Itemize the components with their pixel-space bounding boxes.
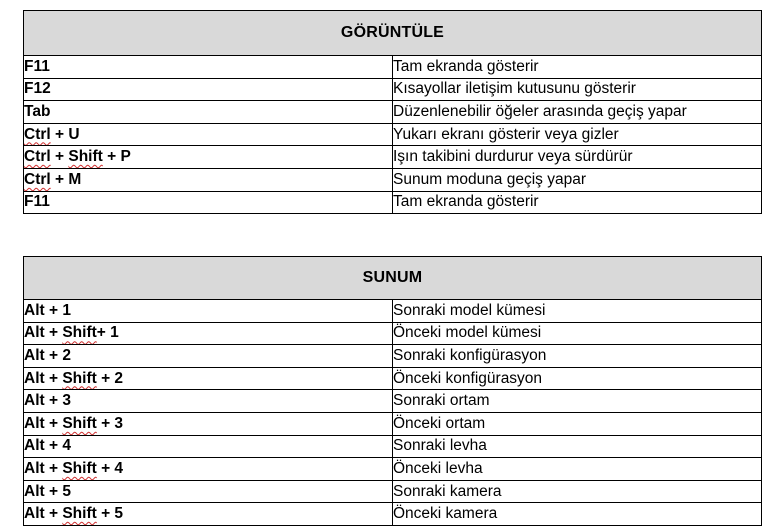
table-row xyxy=(24,168,762,191)
shortcut-key xyxy=(24,412,393,435)
shortcut-description: Sonraki kamera xyxy=(393,480,762,503)
key-part-spellcheck: Shift xyxy=(62,369,97,387)
presentation-shortcuts-table xyxy=(23,256,762,526)
key-part: Alt + xyxy=(24,324,63,342)
view-shortcuts-body xyxy=(24,56,762,214)
key-part: Alt + xyxy=(24,369,63,387)
key-part: + 4 xyxy=(96,459,124,477)
table-row xyxy=(24,503,762,526)
table-row xyxy=(24,480,762,503)
table-row xyxy=(24,101,762,124)
key-part: Alt + 2 xyxy=(24,346,71,364)
shortcut-description: Önceki kamera xyxy=(393,503,762,526)
key-part-spellcheck: Ctrl xyxy=(24,125,51,143)
presentation-shortcuts-body xyxy=(24,300,762,526)
shortcut-key xyxy=(24,390,393,413)
shortcut-key xyxy=(24,300,393,323)
table-row xyxy=(24,191,762,214)
section-title-view: GÖRÜNTÜLE xyxy=(24,11,762,56)
table-row xyxy=(24,458,762,481)
shortcut-description: Yukarı ekranı gösterir veya gizler xyxy=(393,123,762,146)
section-title-presentation: SUNUM xyxy=(24,257,762,300)
shortcut-key xyxy=(24,322,393,345)
shortcut-description: Işın takibini durdurur veya sürdürür xyxy=(393,146,762,169)
key-part: Alt + 4 xyxy=(24,437,71,455)
shortcut-description: Düzenlenebilir öğeler arasında geçiş yapar xyxy=(393,101,762,124)
shortcut-description: Önceki levha xyxy=(393,458,762,481)
shortcut-key xyxy=(24,78,393,101)
key-part: Alt + 5 xyxy=(24,482,71,500)
shortcut-key xyxy=(24,480,393,503)
key-part-spellcheck: Shift xyxy=(62,414,97,432)
key-part: F11 xyxy=(24,193,50,211)
key-part: + 3 xyxy=(96,414,124,432)
shortcut-description: Önceki ortam xyxy=(393,412,762,435)
table-row xyxy=(24,56,762,79)
table-row xyxy=(24,78,762,101)
key-part: Alt + xyxy=(24,459,63,477)
key-part-spellcheck: Ctrl xyxy=(24,170,51,188)
shortcut-key xyxy=(24,101,393,124)
shortcut-description: Önceki konfigürasyon xyxy=(393,367,762,390)
shortcut-description: Kısayollar iletişim kutusunu gösterir xyxy=(393,78,762,101)
key-part: + 1 xyxy=(96,324,119,342)
key-part: Alt + xyxy=(24,414,63,432)
table-row xyxy=(24,123,762,146)
key-part: + xyxy=(50,148,69,166)
shortcut-key xyxy=(24,123,393,146)
key-part-spellcheck: Ctrl xyxy=(24,148,51,166)
shortcut-description: Sonraki model kümesi xyxy=(393,300,762,323)
table-row xyxy=(24,412,762,435)
key-part: + 2 xyxy=(96,369,124,387)
key-part-spellcheck: Shift xyxy=(62,459,97,477)
shortcut-key xyxy=(24,56,393,79)
key-part: + 5 xyxy=(96,505,124,523)
table-row xyxy=(24,367,762,390)
shortcut-description: Sonraki ortam xyxy=(393,390,762,413)
key-part: F12 xyxy=(24,80,51,98)
table-header-row xyxy=(24,257,762,300)
table-row xyxy=(24,300,762,323)
table-row xyxy=(24,322,762,345)
view-shortcuts-table xyxy=(23,10,762,214)
key-part: + U xyxy=(50,125,80,143)
shortcut-description: Önceki model kümesi xyxy=(393,322,762,345)
shortcut-key xyxy=(24,345,393,368)
table-row xyxy=(24,146,762,169)
table-row xyxy=(24,345,762,368)
key-part-spellcheck: Shift xyxy=(62,505,97,523)
key-part-spellcheck: Shift xyxy=(68,148,103,166)
table-row xyxy=(24,390,762,413)
shortcut-key xyxy=(24,435,393,458)
shortcut-key xyxy=(24,191,393,214)
shortcut-key xyxy=(24,146,393,169)
key-part: Alt + 1 xyxy=(24,301,71,319)
key-part: Alt + xyxy=(24,505,63,523)
shortcut-key xyxy=(24,458,393,481)
shortcut-description: Sonraki levha xyxy=(393,435,762,458)
shortcut-description: Tam ekranda gösterir xyxy=(393,191,762,214)
shortcut-key xyxy=(24,168,393,191)
shortcut-description: Sonraki konfigürasyon xyxy=(393,345,762,368)
table-header-row xyxy=(24,11,762,56)
shortcut-key xyxy=(24,367,393,390)
key-part: F11 xyxy=(24,57,50,75)
shortcut-description: Sunum moduna geçiş yapar xyxy=(393,168,762,191)
key-part-spellcheck: Shift xyxy=(62,324,97,342)
shortcut-description: Tam ekranda gösterir xyxy=(393,56,762,79)
shortcut-key xyxy=(24,503,393,526)
key-part: + P xyxy=(102,148,131,166)
key-part: Tab xyxy=(24,102,51,120)
table-row xyxy=(24,435,762,458)
key-part: + M xyxy=(50,170,82,188)
key-part: Alt + 3 xyxy=(24,392,71,410)
